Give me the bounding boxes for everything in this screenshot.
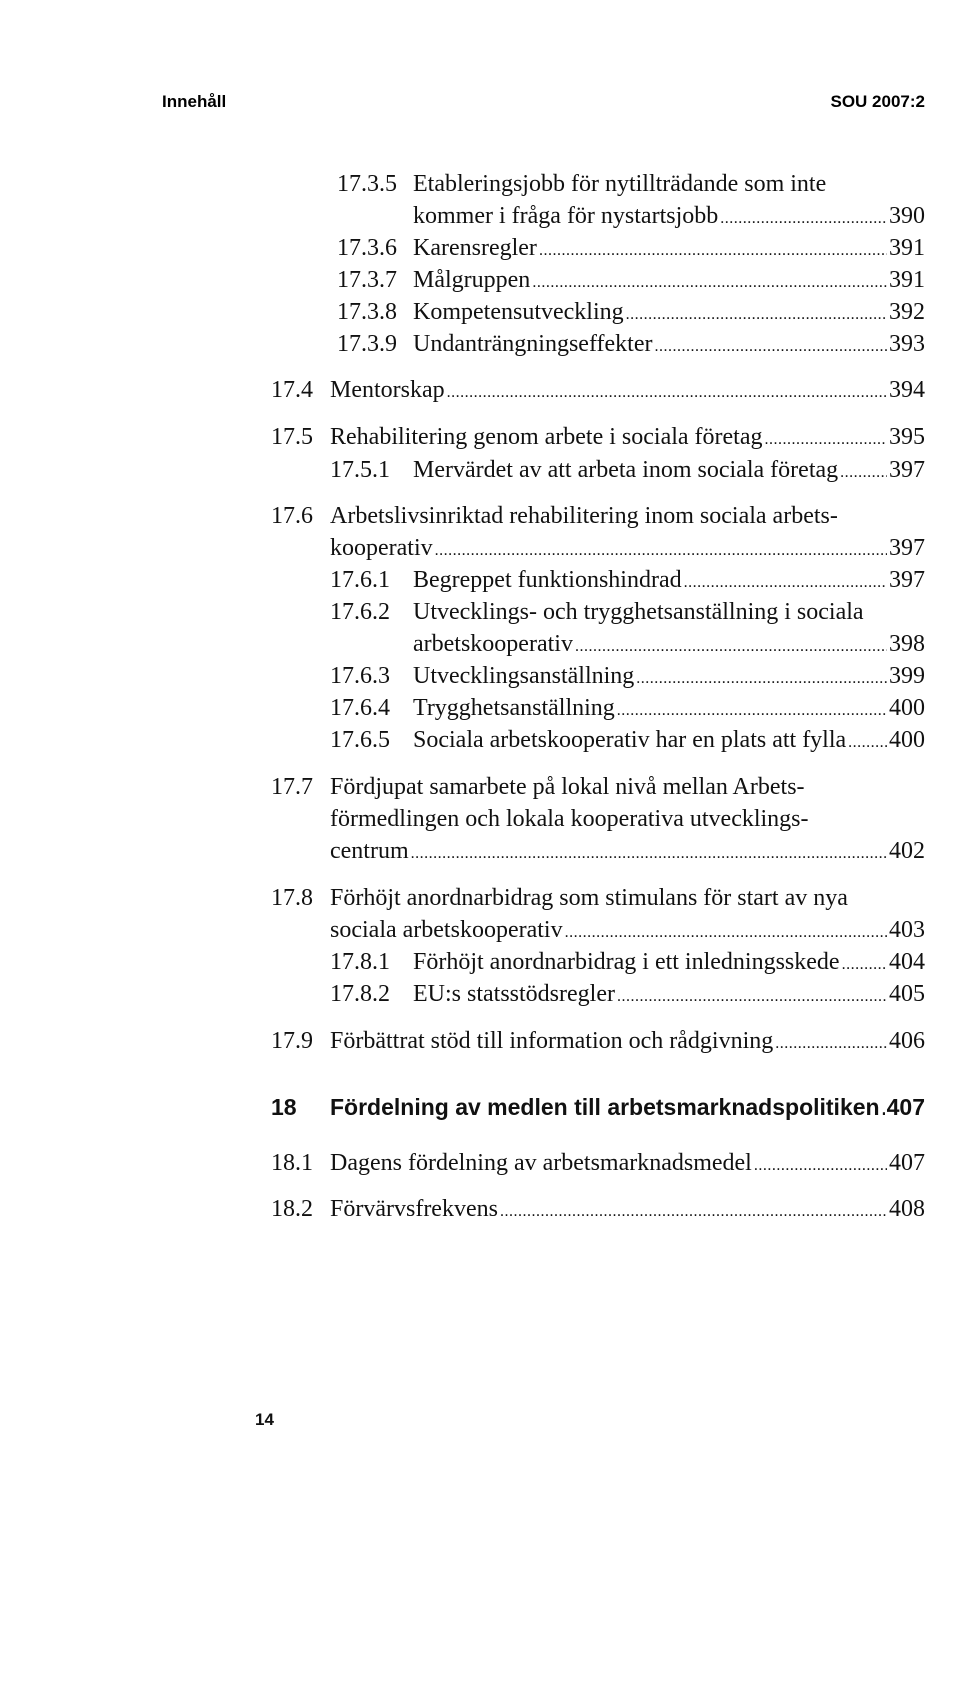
toc-chapter-page: 407 (886, 1094, 925, 1120)
toc-entry-number: 17.4 (271, 377, 313, 403)
toc-entry-page: 404 (889, 949, 925, 975)
toc-entry-number: 17.3.7 (337, 267, 397, 293)
toc-entry-page: 397 (889, 567, 925, 593)
toc-entry-number: 18.1 (271, 1150, 313, 1176)
toc-entry-title: Begreppet funktionshindrad (413, 567, 682, 593)
running-header-section: Innehåll (162, 92, 227, 111)
toc-entry-17-6-2-title-cont: arbetskooperativ (413, 631, 573, 657)
toc-entry-17-3-9[interactable] (337, 329, 925, 362)
toc-entry-title: Förvärvsfrekvens (330, 1196, 498, 1222)
toc-entry-page: 391 (889, 235, 925, 261)
dot-leader (565, 918, 887, 948)
dot-leader (539, 236, 887, 266)
toc-entry-title: Mentorskap (330, 377, 445, 403)
dot-leader (754, 1151, 887, 1181)
dot-leader (435, 536, 887, 566)
dot-leader (840, 458, 887, 488)
toc-entry-page: 399 (889, 663, 925, 689)
toc-entry-17-6-2-title: Utvecklings- och trygghetsanställning i sociala (413, 599, 864, 625)
toc-entry-17-6-2-number: 17.6.2 (330, 599, 390, 625)
toc-entry-number: 17.6.5 (330, 727, 390, 753)
toc-entry-number: 17.3.6 (337, 235, 397, 261)
toc-entry-17-8[interactable] (330, 915, 925, 948)
toc-entry-number: 17.3.8 (337, 299, 397, 325)
toc-entry-title: Förbättrat stöd till information och rådgivning (330, 1028, 774, 1054)
dot-leader (575, 632, 887, 662)
dot-leader (532, 268, 887, 298)
toc-entry-17-6-title-cont: kooperativ (330, 535, 433, 561)
toc-entry-page: 403 (889, 917, 925, 943)
toc-entry-17-3-7[interactable] (337, 265, 925, 298)
toc-entry-title: EU:s statsstödsregler (413, 981, 615, 1007)
toc-entry-number: 17.5.1 (330, 457, 390, 483)
toc-entry-17-3-6[interactable] (337, 233, 925, 266)
toc-entry-17-7-title-line-2: förmedlingen och lokala kooperativa utvecklings- (330, 806, 809, 832)
toc-entry-number: 17.9 (271, 1028, 313, 1054)
toc-entry-number: 18.2 (271, 1196, 313, 1222)
toc-entry-17-8-2[interactable] (330, 979, 925, 1012)
toc-entry-17-6-number: 17.6 (271, 503, 313, 529)
toc-entry-17-3-5-number: 17.3.5 (337, 171, 397, 197)
toc-entry-page: 407 (889, 1150, 925, 1176)
toc-entry-17-7[interactable] (330, 836, 925, 869)
toc-entry-17-5-1[interactable] (330, 455, 925, 488)
toc-entry-17-8-number: 17.8 (271, 885, 313, 911)
toc-chapter-title: Fördelning av medlen till arbetsmarknadspolitiken (330, 1094, 880, 1120)
dot-leader (720, 204, 887, 234)
toc-entry-page: 391 (889, 267, 925, 293)
toc-entry-page: 395 (889, 424, 925, 450)
toc-entry-title: Förhöjt anordnarbidrag i ett inledningsskede (413, 949, 840, 975)
toc-entry-17-6-5[interactable] (330, 725, 925, 758)
toc-entry-number: 17.3.9 (337, 331, 397, 357)
dot-leader (617, 982, 887, 1012)
toc-entry-title: Undanträngningseffekter (413, 331, 653, 357)
toc-entry-17-3-5-title: Etableringsjobb för nytillträdande som inte (413, 171, 827, 197)
dot-leader (684, 568, 887, 598)
toc-entry-title: Målgruppen (413, 267, 531, 293)
toc-entry-18-1[interactable] (271, 1148, 925, 1181)
toc-entry-page: 394 (889, 377, 925, 403)
toc-entry-17-8-1[interactable] (330, 947, 925, 980)
toc-entry-title: Kompetensutveckling (413, 299, 624, 325)
toc-entry-17-6-3[interactable] (330, 661, 925, 694)
toc-entry-number: 17.6.4 (330, 695, 390, 721)
dot-leader (848, 728, 887, 758)
toc-entry-17-3-5-page: 390 (889, 203, 925, 229)
dot-leader (882, 1094, 885, 1124)
toc-entry-page: 402 (889, 838, 925, 864)
toc-entry-title: Mervärdet av att arbeta inom sociala företag (413, 457, 839, 483)
toc-entry-page: 406 (889, 1028, 925, 1054)
toc-entry-17-6-1[interactable] (330, 565, 925, 598)
toc-entry-page: 397 (889, 535, 925, 561)
toc-entry-17-9[interactable] (271, 1026, 925, 1059)
toc-entry-page: 400 (889, 695, 925, 721)
dot-leader (842, 950, 887, 980)
toc-entry-page: 392 (889, 299, 925, 325)
toc-entry-17-6-2[interactable] (413, 629, 925, 662)
toc-entry-title: Sociala arbetskooperativ har en plats att fylla (413, 727, 847, 753)
dot-leader (500, 1197, 887, 1227)
toc-entry-18-2[interactable] (271, 1194, 925, 1227)
toc-entry-17-6-title: Arbetslivsinriktad rehabilitering inom sociala arbets- (330, 503, 838, 529)
toc-entry-17-8-title: Förhöjt anordnarbidrag som stimulans för start av nya (330, 885, 848, 911)
toc-entry-number: 17.6.3 (330, 663, 390, 689)
toc-entry-17-7-title: Fördjupat samarbete på lokal nivå mellan Arbets- (330, 774, 805, 800)
dot-leader (775, 1029, 887, 1059)
toc-entry-17-6-4[interactable] (330, 693, 925, 726)
toc-entry-17-3-5[interactable] (413, 201, 925, 234)
toc-entry-17-7-title-cont: centrum (330, 838, 409, 864)
toc-entry-17-7-number: 17.7 (271, 774, 313, 800)
toc-entry-17-6[interactable] (330, 533, 925, 566)
toc-entry-number: 17.8.1 (330, 949, 390, 975)
toc-entry-page: 405 (889, 981, 925, 1007)
toc-entry-title: Rehabilitering genom arbete i sociala företag (330, 424, 763, 450)
toc-entry-title: Trygghetsanställning (413, 695, 615, 721)
toc-entry-page: 408 (889, 1196, 925, 1222)
dot-leader (636, 664, 887, 694)
toc-entry-page: 400 (889, 727, 925, 753)
toc-entry-number: 17.8.2 (330, 981, 390, 1007)
toc-entry-title: Karensregler (413, 235, 537, 261)
dot-leader (447, 378, 887, 408)
toc-entry-page: 393 (889, 331, 925, 357)
toc-entry-17-5[interactable] (271, 422, 925, 455)
dot-leader (654, 332, 887, 362)
toc-entry-title: Utvecklingsanställning (413, 663, 635, 689)
toc-entry-page: 398 (889, 631, 925, 657)
toc-entry-17-4[interactable] (271, 375, 925, 408)
page-number: 14 (255, 1410, 274, 1429)
toc-chapter-number: 18 (271, 1094, 297, 1120)
dot-leader (626, 300, 887, 330)
running-header-report-id: SOU 2007:2 (830, 92, 925, 111)
toc-entry-page: 397 (889, 457, 925, 483)
toc-entry-number: 17.6.1 (330, 567, 390, 593)
toc-entry-number: 17.5 (271, 424, 313, 450)
toc-entry-17-3-8[interactable] (337, 297, 925, 330)
toc-entry-17-8-title-cont: sociala arbetskooperativ (330, 917, 563, 943)
toc-entry-title: Dagens fördelning av arbetsmarknadsmedel (330, 1150, 752, 1176)
toc-entry-17-3-5-title-cont: kommer i fråga för nystartsjobb (413, 203, 719, 229)
dot-leader (765, 425, 888, 455)
dot-leader (617, 696, 887, 726)
toc-chapter-18[interactable] (271, 1092, 925, 1124)
dot-leader (411, 839, 887, 869)
